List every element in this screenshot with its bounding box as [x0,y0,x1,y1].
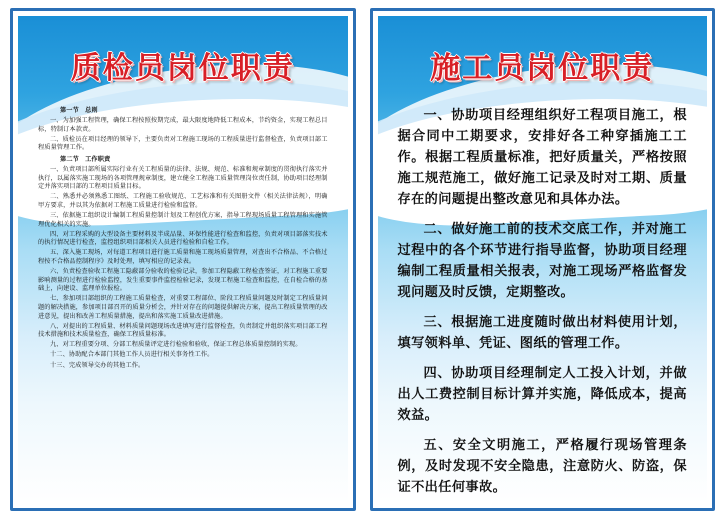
board-quality-inspector-duties [10,8,356,511]
paragraph: 十二、协助配合本部门其他工作人员进行相关事务性工作。 [50,351,214,359]
paragraph: 三、依据施工组织设计编制工程质量控制计划及工程创优方案，指导工程现场质量工程管理和实施管理优化相关的实施。 [38,212,328,228]
paragraph: 一、协助项目经理组织好工程项目施工，根据合同中工期要求，安排好各工种穿插施工工作。根据工程质量标准，把好质量关，严格按照施工规范施工，做好施工记录及时对工期、质量存在的问题提出整改意见和具体办法。 [397,107,687,206]
paragraph: 五、安全文明施工，严格履行现场管理条例，及时发现不安全隐患，注意防火、防盗，保证不出任何事故。 [397,437,687,494]
board-title-wrap-left [18,34,348,96]
paragraph: 八、对提出的工程质量、材料质量问题现场改进填写进行监督检查，负责制定并组织落实项目部工程技术措施和技术质量检查，确保工程质量标准。 [38,322,328,339]
paragraph: 六、负责检查验收工程施工隐蔽部分验收的检验记录，参加工程隐蔽工程检查签证，对工程施工重要影响测量的过程进行检验监控，发生重要事件监控检验记录，发现工程施工检查和监控，在自检合格的基础上，向建设、监理单位报检。 [38,268,328,293]
board-inner-right [378,16,708,503]
paragraph: 一、为加强工程管理，确保工程按照按期完成，最大限度地降低工程成本，节约资金，实现工程总目标，特制订本款责。 [38,117,328,133]
board-title-wrap-right [378,34,708,96]
paragraph: 五、深入施工现场，对每道工程项目进行施工质量和施工现场质量管理，对查出不合格品、不合格过程按不合格品控制程序》及时处理，填写相应的记录表。 [38,249,328,265]
paragraph: 第一节 总则 [60,107,98,114]
paragraph: 二、质检员在项目经理的领导下，主要负责对工程施工现场的工程质量进行监督检查，负责项目部工程质量管理工作。 [38,135,328,152]
board-inner-left [18,16,348,503]
paragraph: 二、做好施工前的技术交底工作，并对施工过程中的各个环节进行指导监督，协助项目经理编制工程质量相关报表，对施工现场严格监督发现问题及时反馈，定期整改。 [397,221,687,299]
page-title-right: 施工员岗位职责 [430,52,655,85]
board-construction-officer-duties [370,8,716,511]
paragraph: 七、参加项目部组织的工程施工质量检查，对重要工程部位、阶段工程质量问题及时制定工程质量问题的解决措施，参加项目部召开的质量分析会，并针对存在的问题提供解决方案，提出工程质量管理的改进意见，提出和改善工程质量措施，提出和落实施工质量改进措施。 [38,295,328,320]
paragraph: 四、协助项目经理制定人工投入计划，并做出人工费控制目标计算并实施，降低成本，提高效益。 [397,365,687,422]
paragraph: 四、对工程采购的大型设备主要材料及半成品量、环保性能进行检查和监控，负责对项目部落实技术的执行情况进行检查，监控组织项目部相关人员进行检验和自检工作。 [38,230,328,247]
board-content-left [18,96,348,382]
paragraph: 一、负责项目部所属实际行业有关工程质量的法律、法规、规范、标准和规章制度的贯彻执行落实并执行，以属落实施工现场的各项管理规章制度，建立健全工程施工质量管理岗位责任制，协助项目经理制定并落实项目部的工程项目质量目标。 [38,166,328,191]
paragraph: 九、对工程重要分项、分部工程质量评定进行检验和验收，保证工程总体质量控制的实现。 [50,341,302,349]
paragraph: 三、根据施工进度随时做出材料使用计划，填写领料单、凭证、图纸的管理工作。 [397,314,687,350]
board-content-right [378,96,708,503]
page-title-left: 质检员岗位职责 [70,52,295,85]
paragraph: 十三、完成领导交办的其他工作。 [50,361,145,369]
paragraph: 二、熟悉并必须熟悉工图纸、工程施工验收规范、工艺标准和有关图册文件（相关法律法规），明确甲方要求，并以其为依据对工程施工质量进行检验和监督。 [38,193,328,209]
paragraph: 第二节 工作职责 [60,155,111,163]
